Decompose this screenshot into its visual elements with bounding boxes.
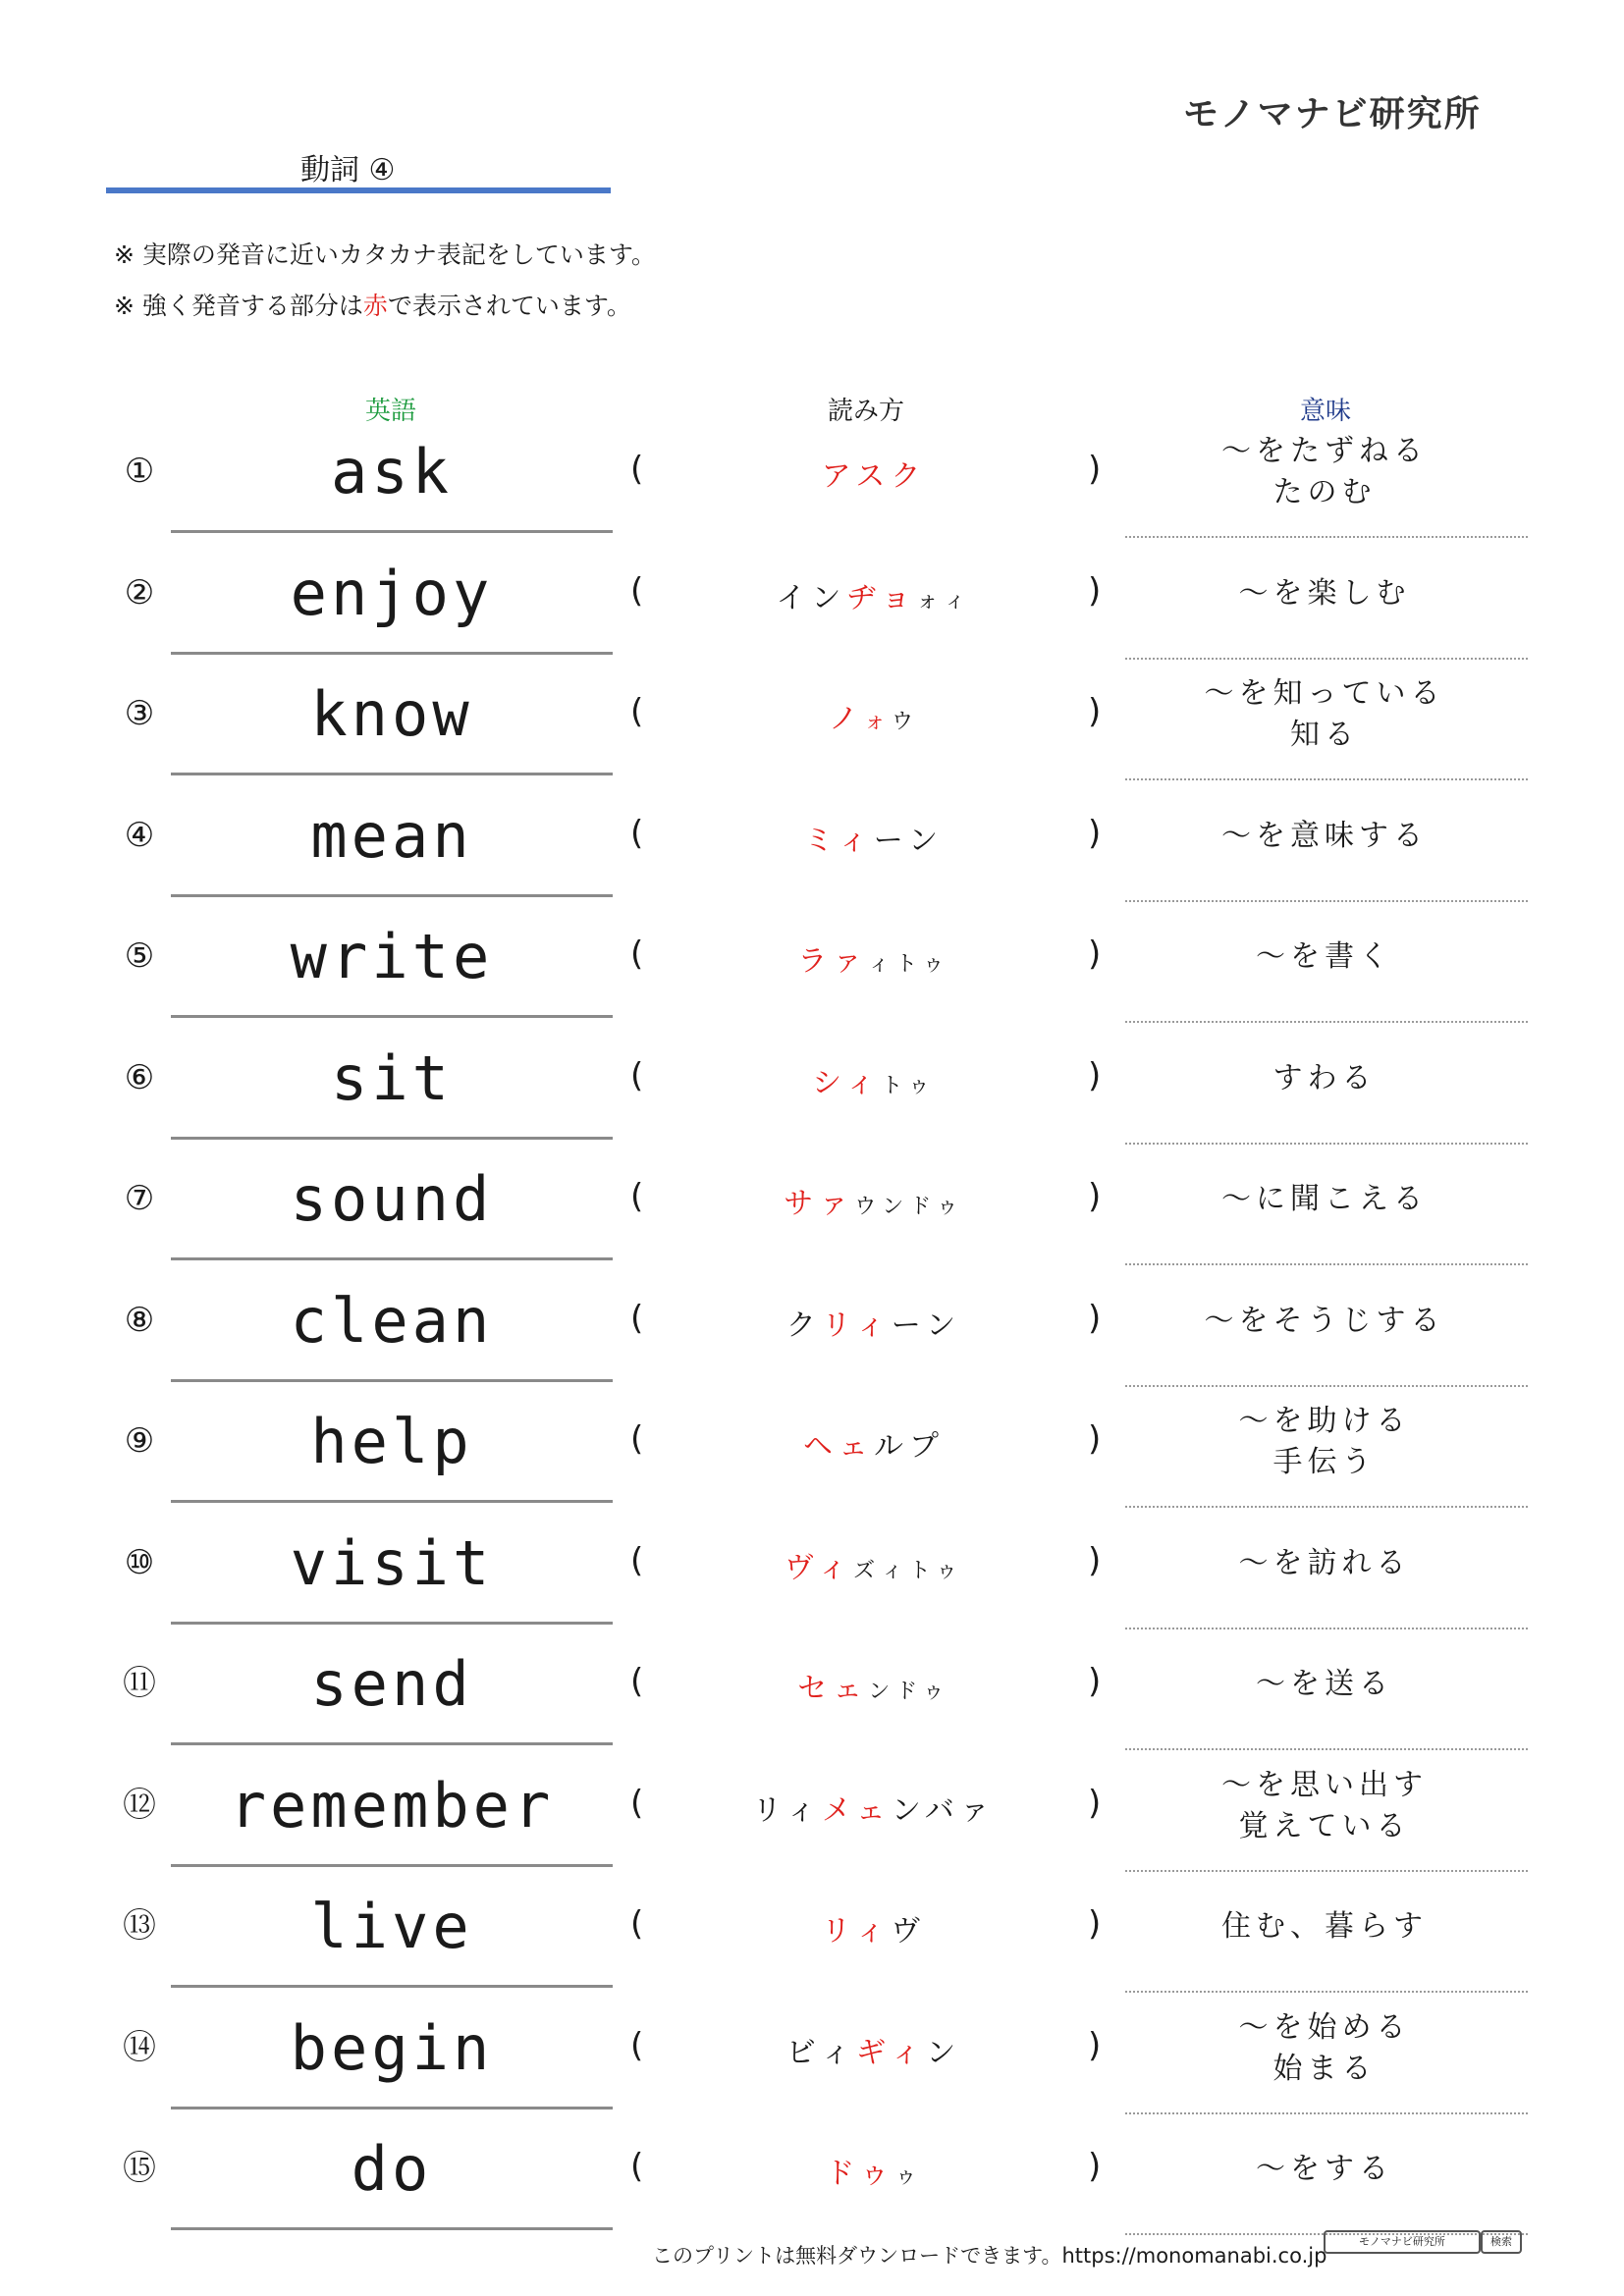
open-paren: ( <box>630 1662 644 1701</box>
english-word: live <box>310 1891 473 1962</box>
vocab-row <box>0 1021 1624 1143</box>
vocab-row <box>0 414 1624 536</box>
stressed-syllable: ギィ <box>856 2036 927 2070</box>
row-number: ⑮ <box>123 2149 156 2188</box>
meaning-line: ～を思い出す <box>1221 1768 1428 1802</box>
stressed-syllable: アスク <box>821 459 927 494</box>
header-english: 英語 <box>364 397 416 426</box>
english-word: write <box>290 921 494 992</box>
row-number: ⑨ <box>124 1421 155 1461</box>
stressed-syllable: リィ <box>821 1914 892 1949</box>
meaning-line: すわる <box>1272 1061 1377 1095</box>
close-paren: ) <box>1088 1541 1102 1580</box>
katakana-reading <box>668 816 1080 859</box>
english-underline <box>171 773 613 775</box>
english-word: sit <box>331 1042 453 1114</box>
english-word: enjoy <box>290 558 494 629</box>
vocab-row <box>0 778 1624 900</box>
meaning-line: 住む、暮らす <box>1221 1909 1428 1944</box>
close-paren: ) <box>1088 1299 1102 1338</box>
meaning-line: 手伝う <box>1272 1445 1377 1479</box>
meaning-line: ～を楽しむ <box>1238 576 1411 611</box>
meaning <box>1125 1021 1524 1137</box>
header-meaning: 意味 <box>1299 397 1351 426</box>
english-word: begin <box>290 2012 494 2084</box>
row-number: ⑫ <box>123 1786 156 1825</box>
katakana-reading <box>668 2028 1080 2071</box>
english-word: ask <box>331 436 453 507</box>
katakana-reading <box>668 1543 1080 1586</box>
note-katakana: ※ 実際の発音に近いカタカナ表記をしています。 <box>114 240 656 269</box>
open-paren: ( <box>630 1541 644 1580</box>
meaning <box>1125 657 1524 773</box>
open-paren: ( <box>630 2026 644 2065</box>
note-stress-text-a: ※ 強く発音する部分は <box>114 292 363 320</box>
stressed-syllable: セェ <box>797 1672 869 1706</box>
reading-syllable: リィ <box>752 1793 823 1828</box>
english-underline <box>171 2227 613 2230</box>
meaning-line: ～を始める <box>1238 2010 1411 2045</box>
katakana-reading <box>668 936 1080 980</box>
reading-syllable: ヴ <box>891 1914 927 1949</box>
meaning-line: 覚えている <box>1238 1809 1411 1843</box>
row-number: ⑬ <box>123 1906 156 1946</box>
row-number: ⑤ <box>124 936 155 976</box>
english-word: sound <box>290 1163 494 1235</box>
open-paren: ( <box>630 571 644 611</box>
note-stress-text-b: で表示されています。 <box>387 292 631 320</box>
stressed-syllable: シィ <box>812 1066 882 1100</box>
vocab-row <box>0 1384 1624 1506</box>
english-word: clean <box>290 1285 494 1357</box>
vocab-row <box>0 657 1624 778</box>
reading-syllable: ンドゥ <box>868 1680 950 1704</box>
meaning <box>1125 536 1524 652</box>
reading-syllable: ィトゥ <box>868 952 950 977</box>
meaning <box>1125 1627 1524 1742</box>
katakana-reading <box>668 2149 1080 2192</box>
open-paren: ( <box>630 1056 644 1095</box>
close-paren: ) <box>1088 2147 1102 2186</box>
meaning-line: ～を送る <box>1256 1667 1393 1701</box>
katakana-reading <box>668 1664 1080 1707</box>
row-number: ⑩ <box>124 1543 155 1582</box>
meaning <box>1125 2111 1524 2227</box>
row-number: ① <box>124 452 155 491</box>
reading-syllable: ウ <box>892 710 920 734</box>
stressed-syllable: サァ <box>784 1187 855 1221</box>
meaning <box>1125 1506 1524 1622</box>
close-paren: ) <box>1088 1419 1102 1459</box>
english-word: send <box>310 1648 473 1720</box>
english-word: know <box>310 678 473 750</box>
katakana-reading <box>668 573 1080 616</box>
note-stress-red-word: 赤 <box>362 292 388 320</box>
english-underline <box>171 1257 613 1260</box>
reading-syllable: ォィ <box>916 589 972 614</box>
row-number: ⑪ <box>123 1664 156 1703</box>
stressed-syllable: ヴィ <box>784 1551 854 1585</box>
english-underline <box>171 1500 613 1503</box>
row-number: ⑥ <box>124 1058 155 1097</box>
reading-syllable: ンバァ <box>891 1793 996 1828</box>
english-word: help <box>310 1406 473 1477</box>
close-paren: ) <box>1088 1904 1102 1944</box>
open-paren: ( <box>630 692 644 731</box>
row-number: ⑦ <box>124 1179 155 1218</box>
row-number: ⑧ <box>124 1301 155 1340</box>
vocab-row <box>0 1627 1624 1748</box>
footer-search-box[interactable]: モノマナビ研究所 <box>1324 2230 1481 2254</box>
english-word: do <box>351 2133 433 2205</box>
close-paren: ) <box>1088 571 1102 611</box>
site-logo: モノマナビ研究所 <box>1183 94 1482 134</box>
english-underline <box>171 1015 613 1018</box>
meaning <box>1125 1991 1524 2107</box>
reading-syllable: ズィトゥ <box>853 1559 964 1583</box>
english-word: mean <box>310 800 473 872</box>
stressed-syllable: ミィ <box>803 824 874 858</box>
english-underline <box>171 894 613 897</box>
stressed-syllable: ヘェ <box>803 1429 874 1464</box>
open-paren: ( <box>630 814 644 853</box>
english-underline <box>171 1864 613 1867</box>
katakana-reading <box>668 1179 1080 1222</box>
reading-syllable: イン <box>776 581 847 615</box>
english-underline <box>171 1985 613 1988</box>
meaning-line: ～に聞こえる <box>1221 1182 1428 1216</box>
katakana-reading <box>668 1906 1080 1949</box>
stressed-syllable: メェ <box>822 1793 892 1828</box>
vocab-row <box>0 1991 1624 2112</box>
meaning <box>1125 899 1524 1015</box>
open-paren: ( <box>630 934 644 974</box>
vocab-row <box>0 1506 1624 1628</box>
english-underline <box>171 1137 613 1140</box>
english-underline <box>171 1379 613 1382</box>
row-number: ④ <box>124 816 155 855</box>
meaning-line: たのむ <box>1272 475 1377 509</box>
meaning <box>1125 1142 1524 1257</box>
english-underline <box>171 1742 613 1745</box>
header-reading: 読み方 <box>827 397 904 426</box>
english-word: visit <box>290 1527 494 1599</box>
reading-syllable: ゥ <box>894 2164 923 2189</box>
meaning-line: ～をそうじする <box>1204 1304 1445 1338</box>
close-paren: ) <box>1088 1056 1102 1095</box>
close-paren: ) <box>1088 1784 1102 1823</box>
katakana-reading <box>668 1058 1080 1101</box>
close-paren: ) <box>1088 1662 1102 1701</box>
note-stress <box>114 287 631 322</box>
meaning-line: ～を意味する <box>1221 819 1428 853</box>
vocab-row <box>0 899 1624 1021</box>
meaning-line: ～を書く <box>1256 939 1393 974</box>
open-paren: ( <box>630 1784 644 1823</box>
row-number: ⑭ <box>123 2028 156 2067</box>
stressed-syllable: ォ <box>863 710 892 734</box>
meaning <box>1125 1263 1524 1379</box>
open-paren: ( <box>630 2147 644 2186</box>
english-underline <box>171 652 613 655</box>
vocab-row <box>0 1142 1624 1263</box>
vocab-row <box>0 1869 1624 1991</box>
close-paren: ) <box>1088 934 1102 974</box>
page-title: 動詞 ④ <box>300 153 396 187</box>
meaning-line: ～をたずねる <box>1221 434 1428 468</box>
meaning <box>1125 1869 1524 1985</box>
reading-syllable: ウンドゥ <box>854 1195 964 1219</box>
open-paren: ( <box>630 450 644 489</box>
stressed-syllable: ラァ <box>797 944 869 979</box>
meaning-line: ～をする <box>1256 2152 1393 2186</box>
english-word: remember <box>229 1770 555 1842</box>
open-paren: ( <box>630 1299 644 1338</box>
open-paren: ( <box>630 1177 644 1216</box>
meaning-line: ～を訪れる <box>1238 1546 1411 1580</box>
footer-note: このプリントは無料ダウンロードできます。https://monomanabi.co.jp <box>652 2244 1327 2268</box>
stressed-syllable: ノ <box>828 702 864 736</box>
katakana-reading <box>668 1421 1080 1465</box>
reading-syllable: ーン <box>873 824 945 858</box>
reading-syllable: トゥ <box>881 1074 936 1098</box>
english-underline <box>171 530 613 533</box>
title-underline <box>106 187 611 193</box>
katakana-reading <box>668 452 1080 495</box>
reading-syllable: ビィ <box>785 2036 857 2070</box>
reading-syllable: ク <box>785 1308 822 1343</box>
meaning-line: ～を助ける <box>1238 1404 1411 1438</box>
stressed-syllable: ヂョ <box>846 581 917 615</box>
close-paren: ) <box>1088 450 1102 489</box>
vocab-row <box>0 2111 1624 2233</box>
reading-syllable: ン <box>926 2036 962 2070</box>
vocab-row <box>0 1263 1624 1385</box>
katakana-reading <box>668 1301 1080 1344</box>
katakana-reading <box>668 694 1080 737</box>
vocab-row <box>0 1748 1624 1870</box>
meaning <box>1125 778 1524 894</box>
meaning-line: 始まる <box>1272 2052 1377 2086</box>
meaning-line: ～を知っている <box>1204 676 1445 711</box>
stressed-syllable: ドゥ <box>825 2157 895 2191</box>
reading-syllable: ルプ <box>874 1429 945 1464</box>
english-underline <box>171 2107 613 2109</box>
vocab-row <box>0 536 1624 658</box>
english-underline <box>171 1622 613 1625</box>
meaning <box>1125 1748 1524 1864</box>
meaning <box>1125 1384 1524 1500</box>
katakana-reading <box>668 1786 1080 1829</box>
close-paren: ) <box>1088 1177 1102 1216</box>
meaning <box>1125 414 1524 530</box>
close-paren: ) <box>1088 692 1102 731</box>
reading-syllable: ーン <box>891 1308 962 1343</box>
close-paren: ) <box>1088 814 1102 853</box>
meaning-line: 知る <box>1290 718 1359 752</box>
open-paren: ( <box>630 1419 644 1459</box>
stressed-syllable: リィ <box>821 1308 892 1343</box>
row-number: ② <box>124 573 155 613</box>
row-number: ③ <box>124 694 155 733</box>
footer-search-button[interactable]: 検索 <box>1481 2230 1522 2254</box>
close-paren: ) <box>1088 2026 1102 2065</box>
open-paren: ( <box>630 1904 644 1944</box>
